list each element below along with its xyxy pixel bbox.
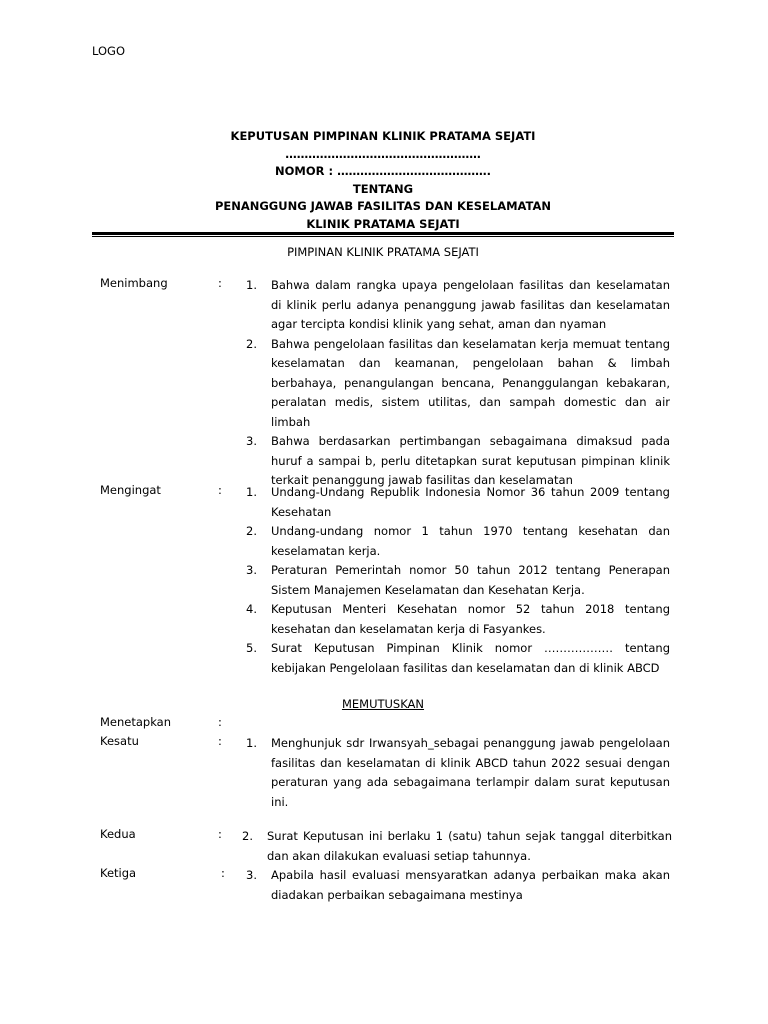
kedua-list <box>242 827 672 866</box>
item-number: 5. <box>246 641 257 655</box>
ketiga-list <box>246 866 670 905</box>
item-number: 4. <box>246 602 257 616</box>
decision-heading: MEMUTUSKAN <box>341 697 425 711</box>
header-dots: …………………………………………… <box>285 146 481 161</box>
kedua-label: Kedua <box>100 827 136 841</box>
logo-placeholder: LOGO <box>92 44 126 58</box>
kedua-colon: : <box>218 827 222 841</box>
list-item <box>246 276 670 335</box>
document-header <box>92 128 674 233</box>
item-text: Surat Keputusan Pimpinan Klinik nomor ……………… tentang kebijakan Pengelolaan fasilitas dan keselamatan dan di klinik ABCD <box>271 641 670 675</box>
item-number: 2. <box>246 336 257 351</box>
header-subject: PENANGGUNG JAWAB FASILITAS DAN KESELAMATAN <box>214 199 552 213</box>
list-item <box>246 734 670 812</box>
list-item <box>246 483 670 522</box>
item-text: Surat Keputusan ini berlaku 1 (satu) tahun sejak tanggal diterbitkan dan akan dilakukan evaluasi setiap tahunnya. <box>267 829 672 863</box>
item-text: Keputusan Menteri Kesehatan nomor 52 tahun 2018 tentang kesehatan dan keselamatan kerja di Fasyankes. <box>271 602 670 636</box>
item-number: 2. <box>246 524 257 538</box>
item-text: Bahwa pengelolaan fasilitas dan keselamatan kerja memuat tentang keselamatan dan keamanan, pengelolaan bahan & limbah berbahaya, penangulangan bencana, Penanggulangan kebakaran, peralatan medis, sistem utilitas, dan sampah domestic dan air limbah <box>271 336 670 429</box>
header-tentang: TENTANG <box>352 181 414 196</box>
list-item <box>246 561 670 600</box>
mengingat-colon: : <box>218 483 222 497</box>
item-text: Peraturan Pemerintah nomor 50 tahun 2012 tentang Penerapan Sistem Manajemen Keselamatan dan Kesehatan Kerja. <box>271 563 670 597</box>
item-text: Undang-Undang Republik Indonesia Nomor 36 tahun 2009 tentang Kesehatan <box>271 485 670 519</box>
list-item <box>246 432 670 491</box>
list-item <box>246 335 670 433</box>
menimbang-label: Menimbang <box>100 276 168 290</box>
item-number: 1. <box>246 278 257 292</box>
menetapkan-colon: : <box>218 715 222 729</box>
item-text: Apabila hasil evaluasi mensyaratkan adanya perbaikan maka akan diadakan perbaikan sebagaimana mestinya <box>271 868 670 902</box>
item-number: 1. <box>246 736 257 750</box>
issuer-title: PIMPINAN KLINIK PRATAMA SEJATI <box>287 245 479 259</box>
item-number: 2. <box>242 829 253 843</box>
kesatu-label: Kesatu <box>100 734 139 748</box>
item-number: 3. <box>246 563 257 577</box>
item-number: 1. <box>246 485 257 499</box>
list-item <box>246 639 670 678</box>
item-text: Menghunjuk sdr Irwansyah_sebagai penanggung jawab pengelolaan fasilitas dan keselamatan di klinik ABCD tahun 2022 sesuai dengan peraturan yang ada sebagaimana terlampir dalam surat keputusan ini. <box>271 736 670 809</box>
mengingat-label: Mengingat <box>100 483 161 497</box>
ketiga-colon: : <box>221 866 225 880</box>
item-number: 3. <box>246 868 257 882</box>
list-item <box>242 827 672 866</box>
menimbang-colon: : <box>218 276 222 290</box>
header-divider <box>92 232 674 235</box>
list-item <box>246 600 670 639</box>
header-title: KEPUTUSAN PIMPINAN KLINIK PRATAMA SEJATI <box>230 129 536 143</box>
mengingat-list <box>246 483 670 678</box>
menimbang-list <box>246 276 670 491</box>
list-item <box>246 866 670 905</box>
kesatu-list <box>246 734 670 812</box>
item-number: 3. <box>246 434 257 448</box>
header-number: NOMOR : …………………………………. <box>275 164 491 178</box>
item-text: Bahwa dalam rangka upaya pengelolaan fasilitas dan keselamatan di klinik perlu adanya penanggung jawab fasilitas dan keselamatan agar tercipta kondisi klinik yang sehat, aman dan nyaman <box>271 278 670 331</box>
menetapkan-label: Menetapkan <box>100 715 172 729</box>
kesatu-colon: : <box>218 734 222 748</box>
list-item <box>246 522 670 561</box>
item-text: Bahwa berdasarkan pertimbangan sebagaimana dimaksud pada huruf a sampai b, perlu ditetapkan surat keputusan pimpinan klinik terkait penanggung jawab fasilitas dan keselamatan <box>271 434 670 487</box>
ketiga-label: Ketiga <box>100 866 137 880</box>
header-clinic: KLINIK PRATAMA SEJATI <box>306 216 460 231</box>
item-text: Undang-undang nomor 1 tahun 1970 tentang kesehatan dan keselamatan kerja. <box>271 524 670 558</box>
